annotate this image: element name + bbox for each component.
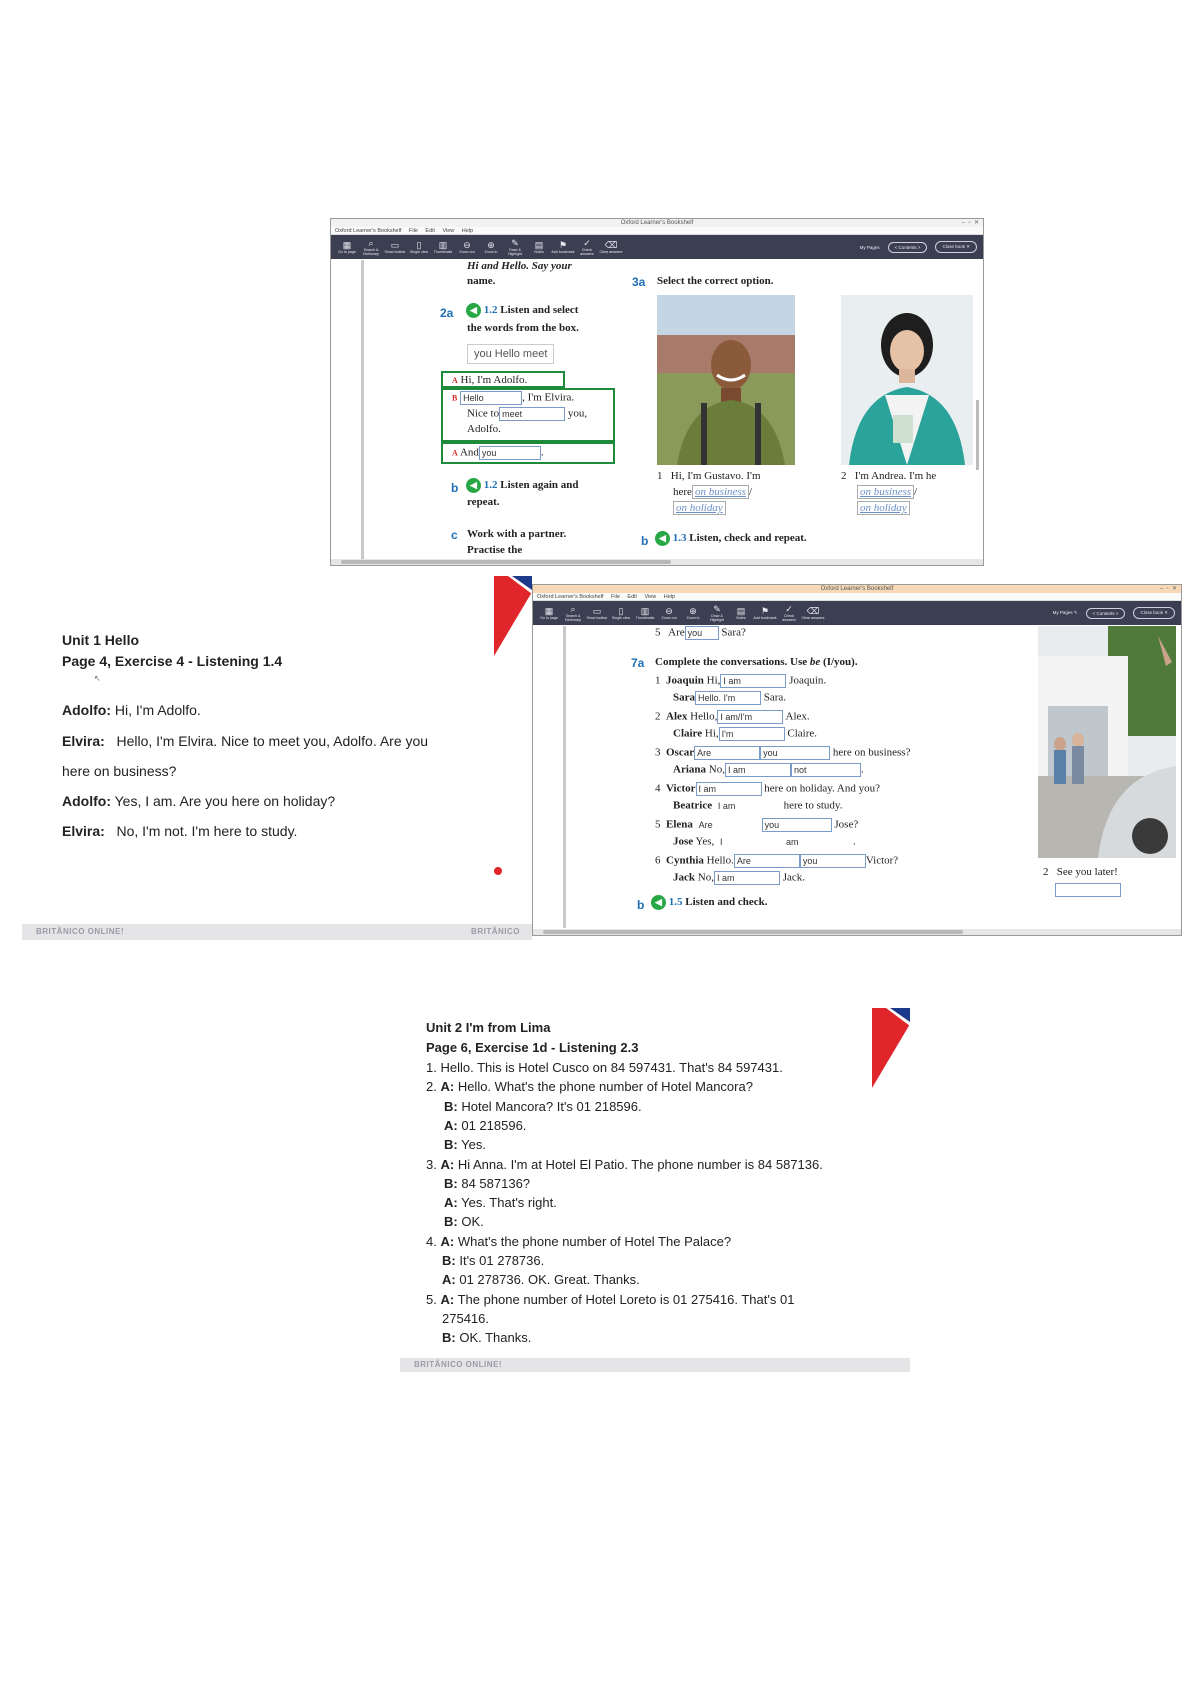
close-book-button[interactable]: Close book ✕ xyxy=(935,241,977,253)
go-to-page-button[interactable]: ▦ Go to page xyxy=(540,606,558,620)
transcript-line xyxy=(444,1137,486,1152)
footer-brand-right: BRITÂNICO xyxy=(471,927,520,936)
item-text: Claire. xyxy=(787,727,818,740)
item-text: No, xyxy=(708,763,725,776)
intro-line-2: name. xyxy=(467,275,496,287)
photo-farewell-scene xyxy=(1038,626,1176,858)
answer-field[interactable]: I am/I'm xyxy=(717,710,783,724)
exercise-b-text-2: repeat. xyxy=(467,496,500,508)
track-number: 1.5 xyxy=(668,896,683,909)
bookmark-icon: ⚑ xyxy=(760,606,770,616)
draw-icon: ✎ xyxy=(511,238,519,248)
item-number: 4 xyxy=(655,782,661,795)
zoom-in-icon: ⊕ xyxy=(689,606,697,616)
exercise-c-text-2: Practise the xyxy=(467,544,523,556)
line-text: Hi Anna. I'm at Hotel El Patio. The phone number is 84 587136. xyxy=(457,1156,823,1172)
item-1-here: here xyxy=(673,486,692,498)
search-button[interactable]: ⌕ Search & Dictionary xyxy=(363,238,379,256)
speaker-label: Elvira: xyxy=(62,823,105,839)
vertical-scrollbar[interactable] xyxy=(976,400,979,470)
reader-toolbar xyxy=(331,235,983,259)
window-title: Oxford Learner's Bookshelf xyxy=(620,220,694,226)
option-on-holiday-2[interactable]: on holiday xyxy=(857,501,910,515)
option-on-business-2[interactable]: on business xyxy=(857,485,914,499)
draw-icon: ✎ xyxy=(713,604,721,614)
track-number: 1.3 xyxy=(672,532,687,545)
search-icon: ⌕ xyxy=(368,238,374,248)
thumbs-icon: ▥ xyxy=(438,240,448,250)
item-2-number: 2 xyxy=(841,470,847,482)
item-number: 5 xyxy=(655,818,661,831)
book-page-area xyxy=(533,626,1181,928)
answer-field-hello[interactable]: Hello xyxy=(460,391,522,405)
line-5-word-2: Sara? xyxy=(721,626,746,639)
exercise-b-text-1: Listen again and xyxy=(500,479,579,492)
line-number: 2. xyxy=(426,1079,437,1095)
speaker-name: Beatrice xyxy=(673,799,713,812)
item-text: Joaquin. xyxy=(789,674,827,687)
slide-2-page-title: Page 6, Exercise 1d - Listening 2.3 xyxy=(426,1040,639,1055)
check-icon: ✓ xyxy=(583,238,591,248)
line-a1-text: Hi, I'm Adolfo. xyxy=(460,374,528,386)
check-answers-button[interactable]: ✓ Check answers xyxy=(782,604,796,622)
page-icon: ▯ xyxy=(618,606,624,616)
side-item-number: 2 xyxy=(1043,866,1049,878)
exercise-3a-instruction: Select the correct option. xyxy=(657,275,774,287)
answer-field[interactable]: am xyxy=(783,835,853,849)
line-text: What's the phone number of Hotel The Palace? xyxy=(457,1233,732,1249)
speaker-label: B: xyxy=(442,1253,456,1268)
bookshelf-window-2 xyxy=(532,584,1182,936)
answer-field[interactable]: you xyxy=(685,626,719,640)
transcript-line xyxy=(442,1311,489,1326)
exercise-7a-instruction-end: (I/you). xyxy=(823,656,858,668)
cursor-icon: ↖ xyxy=(94,674,101,683)
item-text: Victor? xyxy=(865,854,899,867)
transcript-line xyxy=(444,1176,530,1191)
transcript-line xyxy=(426,1157,823,1172)
slide-1-unit-title: Unit 1 Hello xyxy=(62,632,140,648)
zoom-in-button[interactable]: ⊕ Zoom in xyxy=(484,240,498,254)
search-icon: ⌕ xyxy=(570,604,576,614)
answer-field[interactable]: you xyxy=(760,746,830,760)
laser-pointer-dot xyxy=(494,867,502,875)
line-b-text-3: you, xyxy=(567,407,588,420)
speaker-a-label: A xyxy=(452,376,458,385)
line-text: OK. xyxy=(461,1214,484,1230)
item-text: Yes, xyxy=(695,835,715,848)
exercise-3b-text: Listen, check and repeat. xyxy=(689,532,807,545)
page-icon: ▯ xyxy=(416,240,422,250)
intro-line-1: Hi and Hello. Say your xyxy=(467,260,572,272)
screen-icon: ▭ xyxy=(592,606,602,616)
option-on-business-1[interactable]: on business xyxy=(692,485,749,499)
speaker-b-label: B xyxy=(452,393,458,403)
item-text: . xyxy=(860,763,864,776)
exercise-c-letter: c xyxy=(451,528,458,542)
item-text: Sara. xyxy=(763,691,787,704)
speaker-label: A: xyxy=(444,1117,458,1133)
item-number: 6 xyxy=(655,854,661,867)
speaker-label: A: xyxy=(444,1195,458,1211)
speaker-a-label-2: A xyxy=(452,448,458,458)
answer-field[interactable]: Are xyxy=(696,818,762,832)
clear-icon: ⌫ xyxy=(806,606,820,616)
speaker-label: A: xyxy=(440,1233,455,1249)
my-pages-link[interactable]: My Pages ✎ xyxy=(1052,610,1078,615)
footer-brand: BRITÂNICO ONLINE! xyxy=(414,1360,503,1369)
menu-app[interactable]: Oxford Learner's Bookshelf xyxy=(537,594,604,600)
answer-field-empty[interactable] xyxy=(1055,883,1121,897)
transcript-line xyxy=(444,1099,642,1114)
go-to-page-button[interactable]: ▦ Go to page xyxy=(338,240,356,254)
speaker-name: Cynthia xyxy=(666,854,704,867)
line-text: Yes. xyxy=(461,1137,486,1153)
grid-icon: ▦ xyxy=(342,240,352,250)
check-answers-button[interactable]: ✓ Check answers xyxy=(580,238,594,256)
bookmark-icon: ⚑ xyxy=(558,240,568,250)
speaker-label: A: xyxy=(440,1291,455,1307)
menu-help[interactable]: Help xyxy=(663,594,676,600)
speaker-label: B: xyxy=(444,1098,458,1114)
word-box: you Hello meet xyxy=(467,344,554,364)
line-text: Hello. This is Hotel Cusco on 84 597431. That's 84 597431. xyxy=(440,1060,783,1075)
transcript-line: here on business? xyxy=(62,763,177,779)
exercise-c-text-1: Work with a partner. xyxy=(467,528,567,540)
exercise-3b-letter: b xyxy=(641,534,649,548)
line-text: 01 218596. xyxy=(461,1117,527,1133)
item-text: . xyxy=(853,835,856,848)
answer-field[interactable]: Hello. I'm xyxy=(695,691,761,705)
page-gutter xyxy=(563,626,566,928)
note-icon: ▤ xyxy=(736,606,746,616)
slide-2-footer xyxy=(400,1358,910,1372)
menu-file[interactable]: File xyxy=(611,594,620,600)
draw-button[interactable]: ✎ Draw & Highlight xyxy=(710,604,724,622)
show-toolbar-button[interactable]: ▭ Show toolbar xyxy=(586,606,608,620)
bookmark-button[interactable]: ⚑ Add bookmark xyxy=(753,606,777,620)
answer-field[interactable]: I am xyxy=(714,871,780,885)
answer-field[interactable]: I xyxy=(717,835,783,849)
draw-button[interactable]: ✎ Draw & Highlight xyxy=(508,238,522,256)
page-gutter xyxy=(361,260,364,560)
speaker-name: Oscar xyxy=(666,746,695,759)
line-text: 84 587136? xyxy=(461,1175,531,1191)
reader-toolbar xyxy=(533,601,1181,625)
menu-edit[interactable]: Edit xyxy=(627,594,637,600)
item-1-number: 1 xyxy=(657,470,663,482)
item-text: Hi, xyxy=(704,727,719,740)
side-item-text: See you later! xyxy=(1056,866,1118,878)
menu-view[interactable]: View xyxy=(644,594,657,600)
line-b-text-1: , I'm Elvira. xyxy=(522,391,575,404)
item-2-line-1: I'm Andrea. I'm he xyxy=(854,470,937,482)
answer-field[interactable]: I am xyxy=(725,763,791,777)
answer-field[interactable]: I am xyxy=(715,799,781,813)
check-icon: ✓ xyxy=(785,604,793,614)
answer-field[interactable]: I'm xyxy=(719,727,785,741)
contents-button[interactable]: < Contents > xyxy=(1086,608,1126,619)
show-toolbar-button[interactable]: ▭ Show toolbar xyxy=(384,240,406,254)
slide-1-footer xyxy=(22,924,532,940)
exercise-b-letter: b xyxy=(637,898,645,912)
item-text: Hello. xyxy=(706,854,734,867)
exercise-2a-instruction-1: Listen and select xyxy=(500,304,579,317)
exercise-7a-instruction: Complete the conversations. Use xyxy=(655,656,808,668)
note-icon: ▤ xyxy=(534,240,544,250)
single-view-button[interactable]: ▯ Single view xyxy=(409,240,429,254)
slide-1-page-title: Page 4, Exercise 4 - Listening 1.4 xyxy=(62,653,283,669)
speaker-label: Adolfo: xyxy=(62,702,111,718)
photo-andrea xyxy=(841,295,973,465)
line-a2-text: And xyxy=(459,446,479,459)
answer-field[interactable]: I am xyxy=(720,674,786,688)
zoom-in-button[interactable]: ⊕ Zoom in xyxy=(686,606,700,620)
answer-field[interactable]: not xyxy=(791,763,861,777)
close-book-button[interactable]: Close book ✕ xyxy=(1133,607,1175,619)
item-1-line-1: Hi, I'm Gustavo. I'm xyxy=(670,470,761,482)
transcript-line xyxy=(442,1330,531,1345)
line-number: 4. xyxy=(426,1233,437,1249)
transcript-line xyxy=(444,1195,557,1210)
item-text: Jack. xyxy=(782,871,805,884)
speaker-name: Sara xyxy=(673,691,695,704)
transcript-line xyxy=(444,1118,526,1133)
line-number: 5. xyxy=(426,1291,437,1307)
speaker-label: Adolfo: xyxy=(62,793,111,809)
exercise-7a-number: 7a xyxy=(631,656,645,670)
transcript-line xyxy=(444,1214,484,1229)
single-view-button[interactable]: ▯ Single view xyxy=(611,606,631,620)
line-b-text-4: Adolfo. xyxy=(467,423,501,435)
menu-edit[interactable]: Edit xyxy=(425,228,435,234)
exercise-2a-instruction-2: the words from the box. xyxy=(467,322,579,334)
zoom-in-icon: ⊕ xyxy=(487,240,495,250)
window-title-bar xyxy=(331,219,983,227)
audio-play-icon[interactable]: ◀ xyxy=(466,478,481,493)
menu-view[interactable]: View xyxy=(442,228,455,234)
exercise-7a-be: be xyxy=(809,656,821,668)
menu-file[interactable]: File xyxy=(409,228,418,234)
line-text: Hotel Mancora? It's 01 218596. xyxy=(461,1098,642,1114)
line-5-word-1: Are xyxy=(668,626,685,639)
contents-button[interactable]: < Contents > xyxy=(888,242,928,253)
transcript-slide-2 xyxy=(400,1008,910,1372)
line-text: The phone number of Hotel Loreto is 01 275416. That's 01 xyxy=(457,1291,795,1307)
transcript-line: Hello, I'm Elvira. Nice to meet you, Adolfo. Are you xyxy=(116,733,429,749)
slide-2-unit-title: Unit 2 I'm from Lima xyxy=(426,1020,551,1035)
footer-brand: BRITÂNICO ONLINE! xyxy=(36,927,125,936)
menu-bar xyxy=(533,593,1181,601)
notes-button[interactable]: ▤ Notes xyxy=(736,606,746,620)
line-text: OK. Thanks. xyxy=(459,1330,532,1346)
speaker-name: Claire xyxy=(673,727,703,740)
clear-answers-button[interactable]: ⌫ Clear answers xyxy=(801,606,825,620)
zoom-out-icon: ⊖ xyxy=(463,240,471,250)
line-a2-end: . xyxy=(540,446,544,459)
bookshelf-window-1 xyxy=(330,218,984,566)
my-pages-link[interactable]: My Pages xyxy=(859,244,880,250)
speaker-name: Elena xyxy=(666,818,693,831)
speaker-label: B: xyxy=(444,1137,458,1153)
speaker-label: B: xyxy=(444,1175,458,1191)
audio-play-icon[interactable]: ◀ xyxy=(466,303,481,318)
thumbnails-button[interactable]: ▥ Thumbnails xyxy=(433,240,453,254)
menu-app[interactable]: Oxford Learner's Bookshelf xyxy=(335,228,402,234)
item-number: 3 xyxy=(655,746,661,759)
track-number: 1.2 xyxy=(483,304,498,317)
screen-icon: ▭ xyxy=(390,240,400,250)
answer-field-meet[interactable]: meet xyxy=(499,407,565,421)
book-page-area: Hi and Hello. Say your name. 2a ◀ 1.2 Listen and select the words from the box. you Hello meet A Hi, I'm Adolfo. B Hello , I'm Elvira. Nice to meet you, Adolfo. A And you . b ◀ 1.2 Listen again and repeat. c Work with a partner. Practise the 3a Select the correct option. 1 Hi, I'm Gustavo. I'm here on business / on holiday 2 I'm Andrea. I'm he on business / on holiday b ◀ 1.3 Listen, check and repeat. xyxy=(331,260,983,560)
transcript-line xyxy=(426,1079,753,1094)
answer-field[interactable]: Are xyxy=(694,746,760,760)
clear-answers-button[interactable]: ⌫ Clear answers xyxy=(599,240,623,254)
line-text: 01 278736. OK. Great. Thanks. xyxy=(459,1272,640,1288)
search-button[interactable]: ⌕ Search & Dictionary xyxy=(565,604,581,622)
exercise-2a-number: 2a xyxy=(440,306,454,320)
answer-field[interactable]: I am xyxy=(696,782,762,796)
option-on-holiday-1[interactable]: on holiday xyxy=(673,501,726,515)
answer-field[interactable]: you xyxy=(762,818,832,832)
menu-help[interactable]: Help xyxy=(461,228,474,234)
item-number: 1 xyxy=(655,674,661,687)
transcript-line: Yes, I am. Are you here on holiday? xyxy=(114,793,336,809)
line-text: Yes. That's right. xyxy=(461,1195,557,1211)
horizontal-scrollbar[interactable] xyxy=(331,559,983,565)
menu-bar xyxy=(331,227,983,235)
item-text: here to study. xyxy=(783,799,843,812)
speaker-name: Jack xyxy=(673,871,695,884)
speaker-name: Jose xyxy=(673,835,694,848)
notes-button[interactable]: ▤ Notes xyxy=(534,240,544,254)
zoom-out-button[interactable]: ⊖ Zoom out xyxy=(459,240,475,254)
thumbs-icon: ▥ xyxy=(640,606,650,616)
photo-gustavo xyxy=(657,295,795,465)
speaker-label: A: xyxy=(440,1156,455,1172)
line-number: 1. xyxy=(426,1060,437,1075)
transcript-line: Hi, I'm Adolfo. xyxy=(114,702,201,718)
line-text: It's 01 278736. xyxy=(459,1253,545,1268)
answer-field[interactable]: you xyxy=(800,854,866,868)
transcript-line xyxy=(426,1234,731,1249)
exercise-b-text: Listen and check. xyxy=(685,896,768,909)
horizontal-scrollbar[interactable] xyxy=(533,929,1181,935)
line-text: Hello. What's the phone number of Hotel Mancora? xyxy=(457,1079,753,1095)
grid-icon: ▦ xyxy=(544,606,554,616)
line-5-number: 5 xyxy=(655,626,661,639)
transcript-line: No, I'm not. I'm here to study. xyxy=(116,823,298,839)
flag-graphic xyxy=(494,576,532,656)
transcript-line xyxy=(442,1272,640,1287)
audio-play-icon[interactable]: ◀ xyxy=(651,895,666,910)
transcript-line xyxy=(426,1060,783,1075)
exercise-3a-number: 3a xyxy=(632,275,646,289)
item-text: here on business? xyxy=(832,746,911,759)
window-title-bar xyxy=(533,585,1181,593)
exercise-b-letter: b xyxy=(451,481,459,495)
line-text: 275416. xyxy=(442,1310,489,1326)
zoom-out-button[interactable]: ⊖ Zoom out xyxy=(661,606,677,620)
window-controls[interactable]: – ▫ ✕ xyxy=(961,220,979,226)
track-number: 1.2 xyxy=(483,479,498,492)
audio-play-icon[interactable]: ◀ xyxy=(655,531,670,546)
item-text: No, xyxy=(697,871,714,884)
speaker-name: Joaquin xyxy=(666,674,704,687)
speaker-label: A: xyxy=(442,1272,456,1288)
speaker-label: A: xyxy=(440,1079,455,1095)
flag-graphic xyxy=(872,1008,910,1088)
line-number: 3. xyxy=(426,1156,437,1172)
speaker-label: Elvira: xyxy=(62,733,105,749)
speaker-label: B: xyxy=(444,1214,458,1230)
zoom-out-icon: ⊖ xyxy=(665,606,673,616)
speaker-name: Alex xyxy=(666,710,688,723)
transcript-slide-1 xyxy=(22,576,532,940)
answer-field-you[interactable]: you xyxy=(479,446,541,460)
window-controls[interactable]: – ▫ ✕ xyxy=(1159,586,1177,592)
answer-field[interactable]: Are xyxy=(734,854,800,868)
item-text: Alex. xyxy=(785,710,810,723)
thumbnails-button[interactable]: ▥ Thumbnails xyxy=(635,606,655,620)
clear-icon: ⌫ xyxy=(604,240,618,250)
item-text: Hello, xyxy=(690,710,718,723)
bookmark-button[interactable]: ⚑ Add bookmark xyxy=(551,240,575,254)
line-b-text-2: Nice to xyxy=(467,407,500,420)
item-text: here on holiday. And you? xyxy=(764,782,880,795)
item-text: Hi, xyxy=(706,674,721,687)
speaker-name: Victor xyxy=(666,782,696,795)
transcript-line xyxy=(442,1253,544,1268)
transcript-line xyxy=(426,1292,794,1307)
speaker-label: B: xyxy=(442,1330,456,1346)
window-title: Oxford Learner's Bookshelf xyxy=(820,586,894,592)
item-number: 2 xyxy=(655,710,661,723)
item-text: Jose? xyxy=(834,818,859,831)
speaker-name: Ariana xyxy=(673,763,706,776)
